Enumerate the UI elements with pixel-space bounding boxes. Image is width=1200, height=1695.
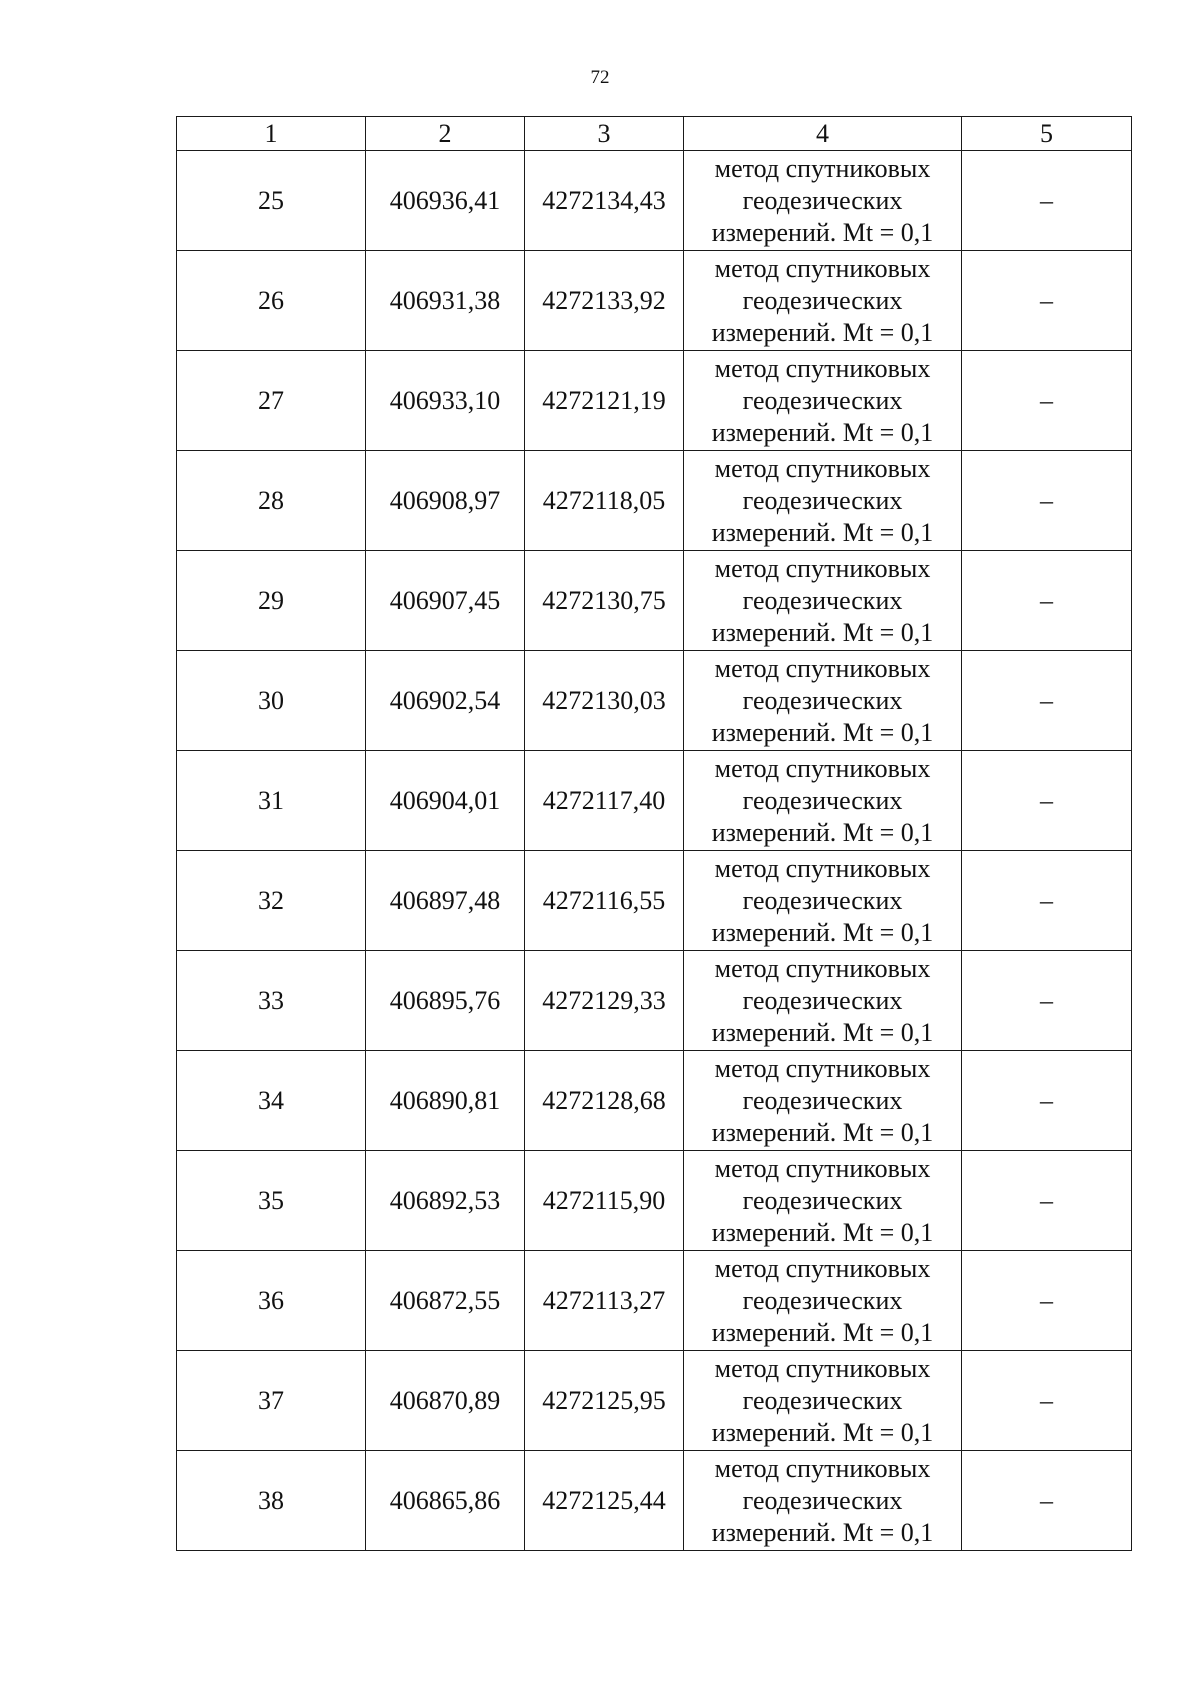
y-coordinate-cell: 4272128,68 [525,1051,684,1151]
method-text-line: измерений. Mt = 0,1 [711,717,934,747]
method-cell [684,551,962,651]
method-text-line: геодезических [742,885,903,915]
method-text-line: геодезических [742,1385,903,1415]
table-row [177,451,1132,551]
method-text-line: измерений. Mt = 0,1 [711,1317,934,1347]
note-cell: – [962,851,1132,951]
point-number-cell: 35 [177,1151,366,1251]
method-text-line: метод спутниковых [714,1153,931,1183]
method-text-line: геодезических [742,685,903,715]
method-text-line: геодезических [742,985,903,1015]
y-coordinate-cell: 4272116,55 [525,851,684,951]
table-row [177,651,1132,751]
x-coordinate-cell: 406895,76 [366,951,525,1051]
method-text-line: измерений. Mt = 0,1 [711,617,934,647]
method-cell [684,1051,962,1151]
x-coordinate-cell: 406865,86 [366,1451,525,1551]
method-text-line: измерений. Mt = 0,1 [711,1017,934,1047]
table-row [177,551,1132,651]
point-number-cell: 26 [177,251,366,351]
x-coordinate-cell: 406892,53 [366,1151,525,1251]
method-cell [684,651,962,751]
table-row [177,351,1132,451]
note-cell: – [962,1251,1132,1351]
table-row [177,1051,1132,1151]
method-text-line: измерений. Mt = 0,1 [711,217,934,247]
point-number-cell: 25 [177,151,366,251]
note-cell: – [962,1351,1132,1451]
column-header: 3 [525,117,684,151]
method-cell [684,1451,962,1551]
point-number-cell: 38 [177,1451,366,1551]
table-row [177,251,1132,351]
method-cell [684,151,962,251]
method-text-line: метод спутниковых [714,1353,931,1383]
method-text-line: измерений. Mt = 0,1 [711,817,934,847]
table-row [177,1151,1132,1251]
table-header-row [177,117,1132,151]
method-text-line: геодезических [742,385,903,415]
y-coordinate-cell: 4272129,33 [525,951,684,1051]
y-coordinate-cell: 4272115,90 [525,1151,684,1251]
y-coordinate-cell: 4272133,92 [525,251,684,351]
method-text-line: измерений. Mt = 0,1 [711,917,934,947]
table-row [177,1451,1132,1551]
point-number-cell: 37 [177,1351,366,1451]
method-cell [684,951,962,1051]
point-number-cell: 29 [177,551,366,651]
method-text-line: метод спутниковых [714,453,931,483]
x-coordinate-cell: 406936,41 [366,151,525,251]
method-text-line: метод спутниковых [714,253,931,283]
method-text-line: метод спутниковых [714,1453,931,1483]
method-text-line: геодезических [742,185,903,215]
x-coordinate-cell: 406890,81 [366,1051,525,1151]
y-coordinate-cell: 4272121,19 [525,351,684,451]
method-text-line: измерений. Mt = 0,1 [711,417,934,447]
table-row [177,1351,1132,1451]
method-cell [684,751,962,851]
method-text-line: метод спутниковых [714,553,931,583]
method-text-line: метод спутниковых [714,1053,931,1083]
table-row [177,151,1132,251]
method-text-line: геодезических [742,285,903,315]
method-text-line: измерений. Mt = 0,1 [711,1417,934,1447]
note-cell: – [962,1151,1132,1251]
method-text-line: геодезических [742,585,903,615]
point-number-cell: 30 [177,651,366,751]
point-number-cell: 31 [177,751,366,851]
y-coordinate-cell: 4272117,40 [525,751,684,851]
method-text-line: метод спутниковых [714,953,931,983]
method-text-line: геодезических [742,1085,903,1115]
table-row [177,851,1132,951]
point-number-cell: 27 [177,351,366,451]
y-coordinate-cell: 4272113,27 [525,1251,684,1351]
method-cell [684,1351,962,1451]
method-cell [684,1151,962,1251]
method-cell [684,451,962,551]
method-text-line: метод спутниковых [714,1253,931,1283]
note-cell: – [962,251,1132,351]
method-cell [684,851,962,951]
column-header: 4 [684,117,962,151]
table-row [177,751,1132,851]
method-text-line: метод спутниковых [714,653,931,683]
point-number-cell: 28 [177,451,366,551]
x-coordinate-cell: 406897,48 [366,851,525,951]
method-text-line: измерений. Mt = 0,1 [711,1517,934,1547]
note-cell: – [962,551,1132,651]
note-cell: – [962,351,1132,451]
x-coordinate-cell: 406931,38 [366,251,525,351]
y-coordinate-cell: 4272130,75 [525,551,684,651]
note-cell: – [962,951,1132,1051]
method-text-line: геодезических [742,785,903,815]
note-cell: – [962,1051,1132,1151]
y-coordinate-cell: 4272125,44 [525,1451,684,1551]
x-coordinate-cell: 406872,55 [366,1251,525,1351]
method-text-line: метод спутниковых [714,153,931,183]
point-number-cell: 33 [177,951,366,1051]
note-cell: – [962,1451,1132,1551]
column-header: 5 [962,117,1132,151]
y-coordinate-cell: 4272118,05 [525,451,684,551]
x-coordinate-cell: 406908,97 [366,451,525,551]
method-text-line: измерений. Mt = 0,1 [711,1217,934,1247]
method-text-line: метод спутниковых [714,853,931,883]
column-header: 2 [366,117,525,151]
y-coordinate-cell: 4272125,95 [525,1351,684,1451]
point-number-cell: 36 [177,1251,366,1351]
point-number-cell: 32 [177,851,366,951]
page-number: 72 [590,67,610,88]
method-text-line: измерений. Mt = 0,1 [711,517,934,547]
method-text-line: геодезических [742,1185,903,1215]
method-text-line: метод спутниковых [714,353,931,383]
coordinates-table [176,116,1132,1551]
table-body [177,151,1132,1551]
method-text-line: геодезических [742,1285,903,1315]
x-coordinate-cell: 406933,10 [366,351,525,451]
note-cell: – [962,651,1132,751]
note-cell: – [962,751,1132,851]
method-text-line: геодезических [742,1485,903,1515]
table-row [177,1251,1132,1351]
method-text-line: геодезических [742,485,903,515]
note-cell: – [962,451,1132,551]
method-cell [684,251,962,351]
y-coordinate-cell: 4272134,43 [525,151,684,251]
method-text-line: измерений. Mt = 0,1 [711,317,934,347]
y-coordinate-cell: 4272130,03 [525,651,684,751]
point-number-cell: 34 [177,1051,366,1151]
note-cell: – [962,151,1132,251]
method-text-line: измерений. Mt = 0,1 [711,1117,934,1147]
x-coordinate-cell: 406907,45 [366,551,525,651]
x-coordinate-cell: 406870,89 [366,1351,525,1451]
x-coordinate-cell: 406902,54 [366,651,525,751]
method-cell [684,1251,962,1351]
method-cell [684,351,962,451]
column-header: 1 [177,117,366,151]
method-text-line: метод спутниковых [714,753,931,783]
x-coordinate-cell: 406904,01 [366,751,525,851]
table-row [177,951,1132,1051]
